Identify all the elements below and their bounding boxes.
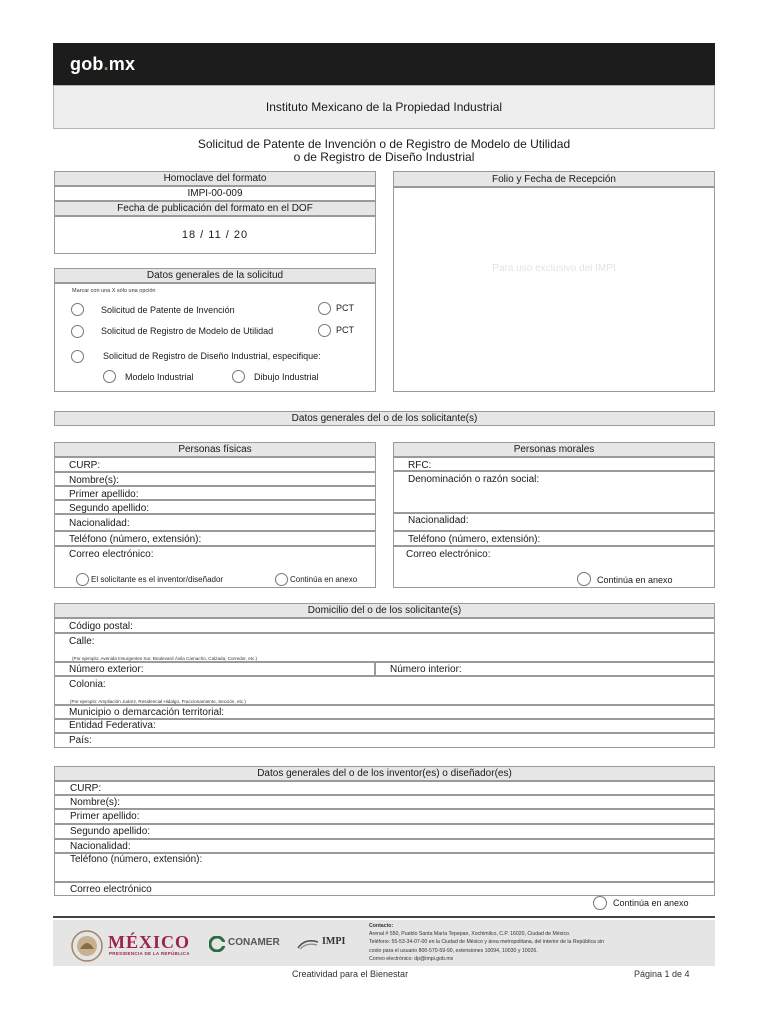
folio-watermark: Para uso exclusivo del IMPI — [492, 263, 616, 274]
header-bar — [53, 43, 715, 85]
contact-address: Arenal # 550, Pueblo Santa María Tepepan, Xochimilco, C.P. 16020, Ciudad de México. — [369, 931, 571, 938]
radio-modelo-industrial[interactable] — [103, 370, 116, 383]
inventores-header: Datos generales del o de los inventor(es) o diseñador(es) — [54, 766, 715, 781]
morales-denominacion[interactable]: Denominación o razón social: — [393, 471, 715, 513]
inventores-nacionalidad[interactable]: Nacionalidad: — [54, 839, 715, 853]
page-number: Página 1 de 4 — [634, 969, 690, 979]
inventores-segundo-apellido[interactable]: Segundo apellido: — [54, 824, 715, 839]
form-title — [53, 138, 715, 164]
opt-patente-label: Solicitud de Patente de Invención — [101, 305, 235, 315]
radio-patente[interactable] — [71, 303, 84, 316]
inventores-correo[interactable]: Correo electrónico — [54, 882, 715, 896]
radio-inventores-anexo[interactable] — [593, 896, 607, 910]
fisicas-telefono[interactable]: Teléfono (número, extensión): — [54, 531, 376, 546]
pub-date-value: 18 / 11 / 20 — [54, 216, 376, 254]
folio-box — [393, 187, 715, 392]
domicilio-header: Domicilio del o de los solicitante(s) — [54, 603, 715, 618]
fisicas-primer-apellido[interactable]: Primer apellido: — [54, 486, 376, 500]
modelo-industrial-label: Modelo Industrial — [125, 372, 194, 382]
institute-name: Instituto Mexicano de la Propiedad Industrial — [53, 85, 715, 129]
folio-label: Folio y Fecha de Recepción — [393, 171, 715, 187]
morales-telefono[interactable]: Teléfono (número, extensión): — [393, 531, 715, 546]
contact-block — [369, 922, 709, 963]
opt-diseno-label: Solicitud de Registro de Diseño Industrial, especifique: — [103, 351, 321, 361]
pct-label-2: PCT — [336, 325, 354, 335]
mexico-shield-icon — [70, 929, 104, 963]
general-note: Marcar con una X sólo una opción — [72, 288, 156, 294]
inventores-curp[interactable]: CURP: — [54, 781, 715, 795]
radio-morales-anexo[interactable] — [577, 572, 591, 586]
radio-solicitante-inventor[interactable] — [76, 573, 89, 586]
inventores-primer-apellido[interactable]: Primer apellido: — [54, 809, 715, 824]
radio-fisicas-anexo[interactable] — [275, 573, 288, 586]
morales-anexo-label: Continúa en anexo — [597, 575, 673, 585]
contact-phone: Teléfono: 55-53-34-07-00 en la Ciudad de México y área metropolitana, del interior de la República sin — [369, 939, 605, 946]
domicilio-num-ext[interactable]: Número exterior: — [54, 662, 375, 676]
conamer-logo-icon — [209, 936, 225, 952]
fisicas-correo[interactable]: Correo electrónico: — [54, 546, 376, 588]
morales-nacionalidad[interactable]: Nacionalidad: — [393, 513, 715, 531]
radio-diseno[interactable] — [71, 350, 84, 363]
footer-divider — [53, 916, 715, 918]
fisicas-anexo-label: Continúa en anexo — [290, 575, 358, 584]
domicilio-cp[interactable]: Código postal: — [54, 618, 715, 633]
fisicas-segundo-apellido[interactable]: Segundo apellido: — [54, 500, 376, 514]
impi-logo-icon — [297, 937, 319, 949]
pct-label-1: PCT — [336, 303, 354, 313]
impi-label: IMPI — [322, 936, 346, 947]
form-title-line2: o de Registro de Diseño Industrial — [293, 150, 475, 164]
general-header: Datos generales de la solicitud — [54, 268, 376, 283]
pub-date-label: Fecha de publicación del formato en el DOF — [54, 201, 376, 216]
calle-example: (Por ejemplo: Avenida Insurgentes Sur, Boulevard Ávila Camacho, Calzada, Corredor, etc.) — [72, 656, 258, 661]
calle-label: Calle: — [69, 636, 95, 647]
inventores-anexo-label: Continúa en anexo — [613, 898, 689, 908]
mexico-wordmark: MÉXICO — [108, 932, 190, 952]
dibujo-industrial-label: Dibujo Industrial — [254, 372, 319, 382]
homoclave-value: IMPI-00-009 — [54, 186, 376, 201]
morales-header: Personas morales — [393, 442, 715, 457]
morales-correo[interactable]: Correo electrónico: — [393, 546, 715, 588]
gobmx-logo: gob.mx — [70, 54, 136, 74]
domicilio-entidad[interactable]: Entidad Federativa: — [54, 719, 715, 733]
morales-rfc[interactable]: RFC: — [393, 457, 715, 471]
domicilio-municipio[interactable]: Municipio o demarcación territorial: — [54, 705, 715, 719]
contact-phone-cont: costo para el usuario 800-570-59-90, extensiones 10094, 10030 y 10026. — [369, 947, 538, 954]
solicitantes-header: Datos generales del o de los solicitante(s) — [54, 411, 715, 426]
fisicas-curp[interactable]: CURP: — [54, 457, 376, 472]
presidencia-label: PRESIDENCIA DE LA REPÚBLICA — [109, 951, 190, 956]
domicilio-pais[interactable]: País: — [54, 733, 715, 748]
homoclave-label: Homoclave del formato — [54, 171, 376, 186]
fisicas-header: Personas físicas — [54, 442, 376, 457]
fisicas-nombres[interactable]: Nombre(s): — [54, 472, 376, 486]
colonia-example: (Por ejemplo: Ampliación Juárez, Residencial Hidalgo, Fraccionamiento, Sección, etc.) — [70, 699, 246, 704]
inventor-label: El solicitante es el inventor/diseñador — [91, 575, 224, 584]
contact-email: Correo electrónico: dp@impi.gob.mx — [369, 955, 454, 962]
radio-pct-modelo[interactable] — [318, 324, 331, 337]
contact-label: Contacto: — [369, 923, 394, 929]
colonia-label: Colonia: — [69, 679, 106, 690]
inventores-nombres[interactable]: Nombre(s): — [54, 795, 715, 809]
radio-pct-patente[interactable] — [318, 302, 331, 315]
radio-modelo-utilidad[interactable] — [71, 325, 84, 338]
domicilio-num-int[interactable]: Número interior: — [375, 662, 715, 676]
conamer-label: CONAMER — [228, 937, 280, 948]
fisicas-nacionalidad[interactable]: Nacionalidad: — [54, 514, 376, 531]
radio-dibujo-industrial[interactable] — [232, 370, 245, 383]
inventores-telefono[interactable]: Teléfono (número, extensión): — [54, 853, 715, 882]
opt-modelo-label: Solicitud de Registro de Modelo de Utilidad — [101, 326, 274, 336]
slogan: Creatividad para el Bienestar — [292, 969, 409, 979]
form-title-line1: Solicitud de Patente de Invención o de Registro de Modelo de Utilidad — [197, 137, 571, 151]
